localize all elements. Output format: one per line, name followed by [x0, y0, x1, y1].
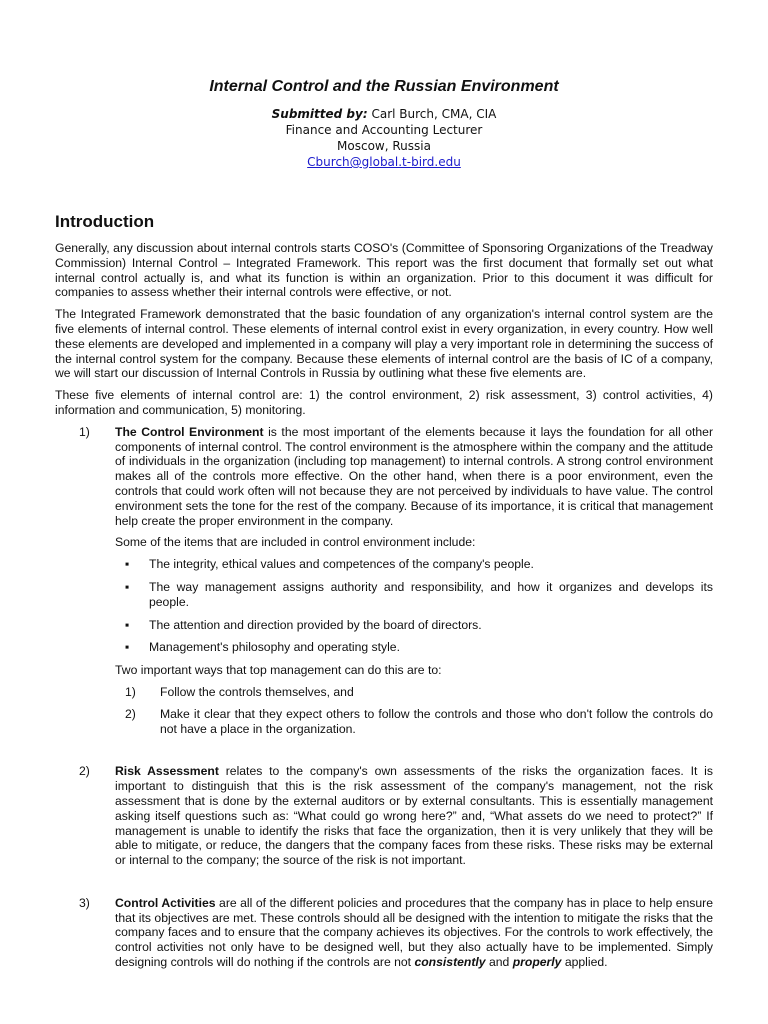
item-term: Risk Assessment [115, 764, 219, 779]
item-number: 1) [79, 424, 90, 439]
emphasis-consistently: consistently [414, 955, 486, 970]
bullet-item: ▪ The way management assigns authority and responsibility, and how it organizes and develops its people. [125, 579, 713, 609]
section-heading-introduction: Introduction [55, 212, 155, 231]
item-number: 2) [79, 764, 90, 779]
author-name: Carl Burch, CMA, CIA [371, 107, 497, 121]
author-location: Moscow, Russia [337, 139, 431, 153]
intro-paragraph: These five elements of internal control are: 1) the control environment, 2) risk assessment, 3) control activities, 4) information and communication, 5) monitoring. [55, 388, 713, 417]
item-term: The Control Environment [115, 424, 264, 439]
bullet-icon: ▪ [125, 617, 130, 632]
bullet-list [115, 557, 713, 655]
author-email-link[interactable]: Cburch@global.t-bird.edu [307, 155, 461, 169]
item-text: is the most important of the elements because it lays the foundation for all other components of internal control. The control environment is the atmosphere within the company and the attitude of individuals in the organization (including top management) to internal controls. A strong control environment makes all of the controls more effective. On the other hand, when there is a poor environment, even the controls that could work often will not because they are not perceived by individuals to have value. The control environment sets the tone for the rest of the company. Because of its importance, it is critical that management help create the proper environment in the company. [115, 424, 714, 528]
item-term: Control Activities [115, 895, 216, 910]
bullet-icon: ▪ [125, 557, 130, 572]
intro-paragraph: Generally, any discussion about internal controls starts COSO's (Committee of Sponsoring Organizations of the Treadway Commission) Internal Control – Integrated Framework. This report was the first document that formally set out what internal control actually is, and what its function is within an organization. Prior to this document it was difficult for companies to assess whether their internal controls were effective, or not. [55, 241, 713, 300]
sub-list-item: 1) Follow the controls themselves, and [125, 684, 354, 699]
element-item-control-environment [55, 425, 713, 737]
bullet-item: ▪ The integrity, ethical values and competences of the company's people. [125, 557, 534, 572]
intro-paragraph: The Integrated Framework demonstrated that the basic foundation of any organization's internal control system are the five elements of internal control. These elements of internal control exist in every organization, in every country. How well these elements are developed and implemented in a company will play a very important role in determining the success of the internal control system for the company. Because these elements of internal control are the basis of IC of a company, we will start our discussion of Internal Controls in Russia by outlining what these five elements are. [55, 307, 713, 381]
item-text: are all of the different policies and procedures that the company has in place to help ensure that its objectives are met. These controls should all be designed with the intention to mitigate the risks that the company faces and to ensure that the company achieves its objectives. For the controls to work effectively, the control activities not only have to be designed well, but they also actually have to be implemented. Simply designing controls will do nothing if the controls are not [115, 895, 713, 970]
submitted-label: Submitted by: [271, 107, 368, 121]
sub-list-number: 2) [125, 706, 136, 721]
bullet-item: ▪ Management's philosophy and operating style. [125, 640, 400, 655]
element-item-control-activities [55, 896, 713, 970]
item-paragraph [115, 764, 713, 868]
item-paragraph [115, 425, 713, 529]
author-block [0, 106, 768, 170]
author-position: Finance and Accounting Lecturer [285, 123, 483, 137]
includes-intro: Some of the items that are included in control environment include: [115, 535, 476, 550]
ways-intro: Two important ways that top management can do this are to: [115, 663, 442, 678]
submitted-line [0, 106, 768, 122]
emphasis-properly: properly [512, 955, 562, 970]
element-item-risk-assessment [55, 764, 713, 868]
bullet-icon: ▪ [125, 640, 130, 655]
document-title: Internal Control and the Russian Environment [209, 78, 559, 95]
item-paragraph: Control Activities are all of the different policies and procedures that the company has in place to help ensure that its objectives are met. These controls should all be designed with the intention to mitigate the risks that the company faces and to ensure that the company achieves its objectives. For the controls to work effectively, the control activities not only have to be designed well, but they also actually have to be implemented. Simply designing controls will do nothing if the controls are not consistently and properly applied. [115, 895, 713, 970]
sub-list-number: 1) [125, 684, 136, 699]
bullet-icon: ▪ [125, 579, 130, 594]
bullet-item: ▪ The attention and direction provided by the board of directors. [125, 617, 482, 632]
sub-list [115, 685, 713, 736]
item-number: 3) [79, 895, 90, 910]
sub-list-item: 2) Make it clear that they expect others to follow the controls and those who don't follow the controls do not have a place in the organization. [125, 706, 713, 736]
item-text: relates to the company's own assessments of the risks the organization faces. It is important to distinguish that this is the risk assessment of the company's management, not the risk assessment that is done by the external auditors or by external consultants. This is essentially management asking itself questions such as: “What could go wrong here?” and, “What assets do we need to protect?” If management is unable to identify the risks that face the organization, then it is very unlikely that they will be able to mitigate, or reduce, the dangers that the company faces from these risks. These risks may be external or internal to the company; the source of the risk is not important. [115, 764, 713, 868]
body-text [55, 241, 713, 977]
